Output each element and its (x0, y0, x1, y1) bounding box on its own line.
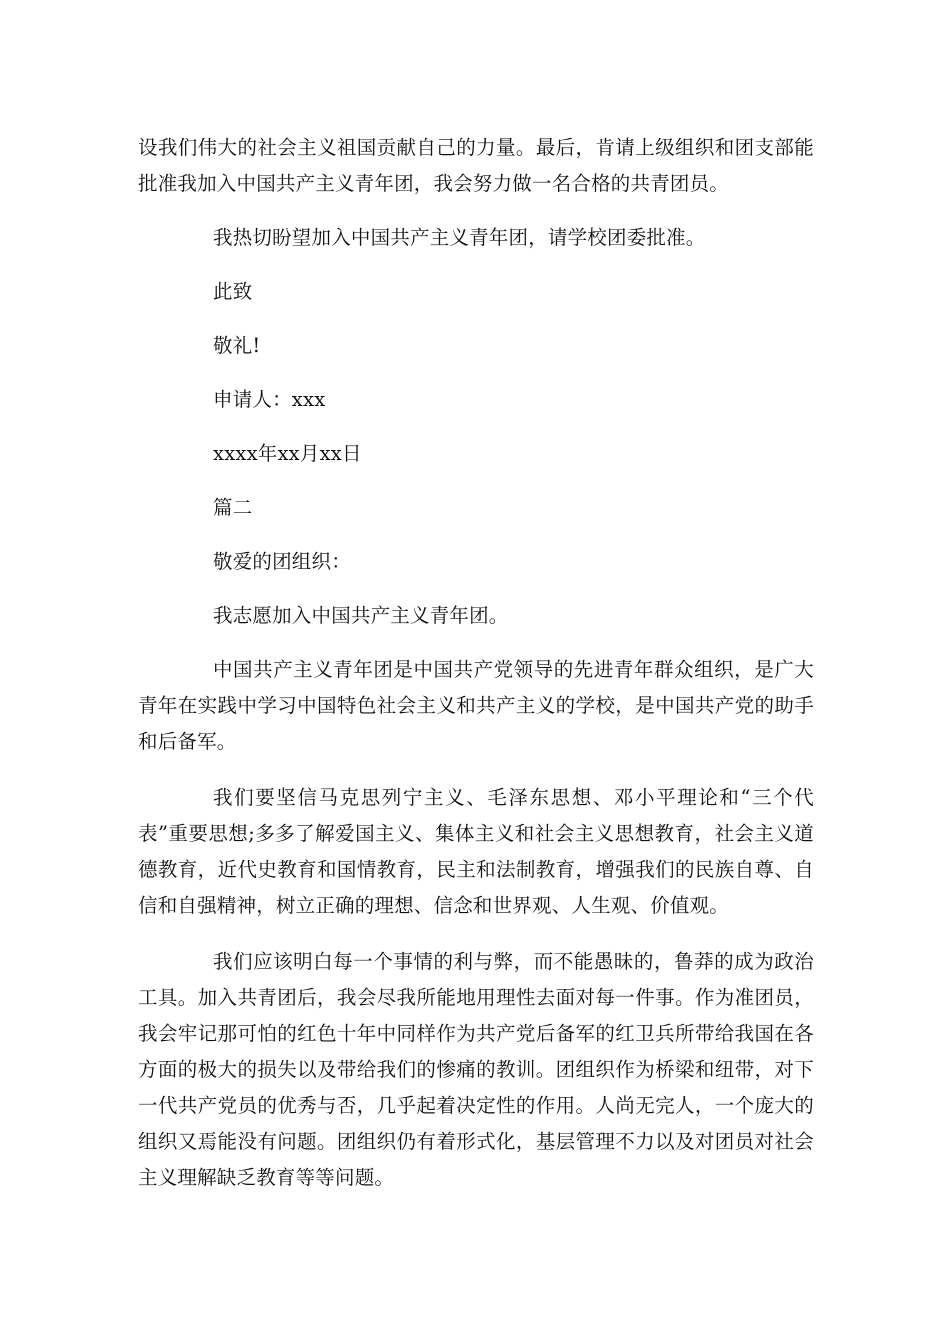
closing-salutation: 此致 (213, 280, 253, 303)
date-line: xxxx年xx月xx日 (213, 442, 362, 465)
document-page (138, 130, 814, 1196)
paragraph-intent: 我志愿加入中国共产主义青年团。 (213, 604, 509, 627)
section-heading: 篇二 (213, 496, 253, 519)
paragraph-beliefs: 我们要坚信马克思列宁主义、毛泽东思想、邓小平理论和“三个代表”重要思想;多多了解爱国主义、集体主义和社会主义思想教育，社会主义道德教育，近代史教育和国情教育，民主和法制教育，增强我们的民族自尊、自信和自强精神，树立正确的理想、信念和世界观、人生观、价值观。 (138, 786, 814, 917)
paragraph-league-intro: 中国共产主义青年团是中国共产党领导的先进青年群众组织，是广大青年在实践中学习中国特色社会主义和共产主义的学校，是中国共产党的助手和后备军。 (138, 658, 814, 753)
paragraph-request: 我热切盼望加入中国共产主义青年团，请学校团委批准。 (213, 226, 706, 249)
applicant-line: 申请人：xxx (213, 388, 326, 411)
closing-regards: 敬礼! (213, 334, 261, 357)
paragraph-continuation: 设我们伟大的社会主义祖国贡献自己的力量。最后，肯请上级组织和团支部能批准我加入中国共产主义青年团，我会努力做一名合格的共青团员。 (138, 136, 814, 195)
greeting-line: 敬爱的团组织： (213, 550, 351, 573)
paragraph-reflection: 我们应该明白每一个事情的利与弊，而不能愚昧的，鲁莽的成为政治工具。加入共青团后，我会尽我所能地用理性去面对每一件事。作为准团员，我会牢记那可怕的红色十年中同样作为共产党后备军的红卫兵所带给我国在各方面的极大的损失以及带给我们的惨痛的教训。团组织作为桥梁和纽带，对下一代共产党员的优秀与否，几乎起着决定性的作用。人尚无完人，一个庞大的组织又焉能没有问题。团组织仍有着形式化，基层管理不力以及对团员对社会主义理解缺乏教育等等问题。 (138, 950, 814, 1189)
